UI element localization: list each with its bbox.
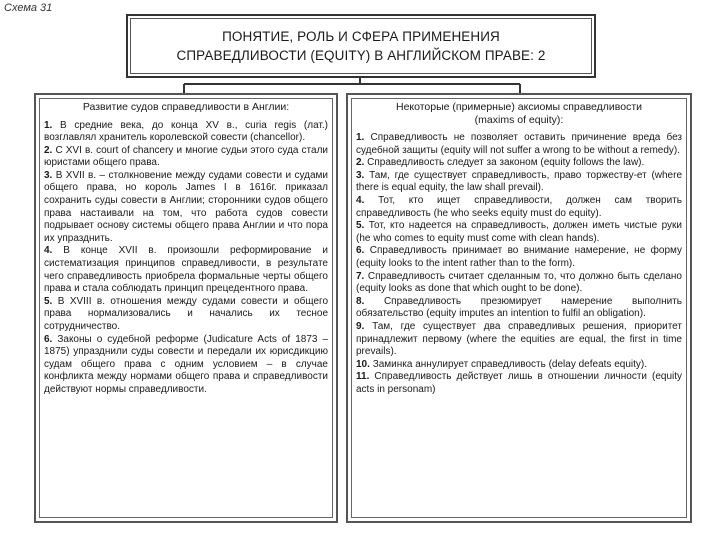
left-item-number: 5. bbox=[44, 295, 53, 307]
right-heading-line-2: (maxims of equity): bbox=[474, 113, 564, 126]
left-item-5 bbox=[44, 296, 328, 334]
left-item-3 bbox=[44, 170, 328, 246]
left-item-4 bbox=[44, 245, 328, 295]
right-item-1 bbox=[356, 132, 682, 157]
left-items-list bbox=[44, 120, 328, 397]
title-line-1: ПОНЯТИЕ, РОЛЬ И СФЕРА ПРИМЕНЕНИЯ bbox=[222, 29, 500, 44]
right-item-text: Справедливость не позволяет оставить причинение вреда без судебной защиты (equity will not suffer a wrong to be without a remedy). bbox=[356, 132, 682, 156]
right-item-number: 10. bbox=[356, 358, 370, 370]
left-column-box bbox=[34, 93, 338, 523]
right-item-text: Заминка аннулирует справедливость (delay defeats equity). bbox=[372, 358, 647, 370]
right-column-inner bbox=[351, 98, 687, 518]
left-item-text: Законы о судебной реформе (Judicature Acts of 1873 – 1875) упразднили суды совести и передали их юрисдикцию судам общего права с одним условием – в случае конфликта между нормами общего права и справедливости действуют нормы справедливости. bbox=[44, 333, 328, 395]
right-item-9 bbox=[356, 321, 682, 359]
left-item-6 bbox=[44, 334, 328, 397]
left-item-text: В конце XVII в. произошли реформирование и систематизация принципов справедливости, в результате чего справедливость приобрела формальные черты общего права и стала соблюдать принцип прецедентного права. bbox=[44, 245, 328, 295]
right-item-number: 5. bbox=[356, 220, 365, 232]
right-item-number: 8. bbox=[356, 295, 365, 307]
left-item-number: 1. bbox=[44, 119, 53, 131]
right-item-11 bbox=[356, 371, 682, 396]
right-item-text: Справедливость следует за законом (equity follows the law). bbox=[367, 157, 645, 169]
left-item-number: 3. bbox=[44, 169, 53, 181]
left-item-text: В XVIII в. отношения между судами совести и общего права нормализовались и начались их тесное сотрудничество. bbox=[44, 295, 329, 332]
left-item-number: 6. bbox=[44, 333, 53, 345]
left-item-1 bbox=[44, 120, 328, 145]
right-item-text: Там, где существует два справедливых решения, приоритет принадлежит первому (where the equities are equal, the first in time prevails). bbox=[356, 320, 682, 358]
right-column-box bbox=[346, 93, 692, 523]
left-column-inner bbox=[39, 98, 333, 518]
right-item-text: Тот, кто ищет справедливости, должен сам творить справедливость (he who seeks equity must do equity). bbox=[356, 194, 682, 219]
scheme-label: Схема 31 bbox=[4, 2, 53, 14]
right-item-6 bbox=[356, 245, 682, 270]
right-item-number: 7. bbox=[356, 270, 365, 282]
right-item-number: 2. bbox=[356, 157, 365, 169]
right-item-number: 1. bbox=[356, 132, 365, 143]
right-item-5 bbox=[356, 220, 682, 245]
left-column-heading: Развитие судов справедливости в Англии: bbox=[82, 101, 290, 113]
right-item-text: Справедливость действует лишь в отношении личности (equity acts in personam) bbox=[356, 371, 683, 395]
right-item-number: 6. bbox=[356, 245, 365, 257]
right-item-text: Справедливость презюмирует намерение выполнить обязательство (equity imputes an intention to fulfil an obligation). bbox=[356, 295, 682, 320]
right-item-text: Тот, кто надеется на справедливость, должен иметь чистые руки (he who comes to equity must come with clean hands). bbox=[356, 220, 682, 244]
right-item-2 bbox=[356, 157, 682, 170]
right-item-number: 4. bbox=[356, 194, 365, 206]
right-item-8 bbox=[356, 296, 682, 321]
right-item-text: Справедливость считает сделанным то, что должно быть сделано (equity looks as done that which ought to be done). bbox=[356, 270, 682, 295]
right-item-text: Справедливость принимает во внимание намерение, не форму (equity looks to the intent rather than to the form). bbox=[356, 245, 682, 269]
right-items-list bbox=[356, 132, 682, 396]
right-item-7 bbox=[356, 271, 682, 296]
left-item-text: С XVI в. court of chancery и многие судьи этого суда стали юристами общего права. bbox=[44, 144, 328, 169]
left-item-number: 2. bbox=[44, 144, 53, 156]
right-item-10 bbox=[356, 359, 682, 372]
left-item-text: В XVII в. – столкновение между судами совести и судами общего права, но король James I в 1616г. приказал сохранить суды совести в Англии; сторонники судов общего права настаивали на том, что работа судов совести подрывает основу системы общего права Англии и что пора их упразднить. bbox=[44, 169, 328, 244]
right-item-number: 11. bbox=[356, 371, 370, 383]
title-line-2: СПРАВЕДЛИВОСТИ (EQUITY) В АНГЛИЙСКОМ ПРАВЕ: 2 bbox=[176, 48, 546, 63]
right-item-text: Там, где существует справедливость, право торжеству-ет (where there is equal equity, the law shall prevail). bbox=[356, 169, 683, 194]
left-item-text: В средние века, до конца XV в., curia regis (лат.) возглавлял хранитель королевской совести (chancellor). bbox=[44, 119, 328, 144]
right-item-3 bbox=[356, 170, 682, 195]
right-item-number: 3. bbox=[356, 169, 365, 181]
right-item-number: 9. bbox=[356, 320, 365, 332]
connector-lines bbox=[0, 0, 720, 100]
right-column-heading bbox=[356, 101, 682, 126]
left-item-2 bbox=[44, 145, 328, 170]
right-item-4 bbox=[356, 195, 682, 220]
left-item-number: 4. bbox=[44, 245, 53, 257]
right-heading-line-1: Некоторые (примерные) аксиомы справедливости bbox=[395, 101, 643, 113]
